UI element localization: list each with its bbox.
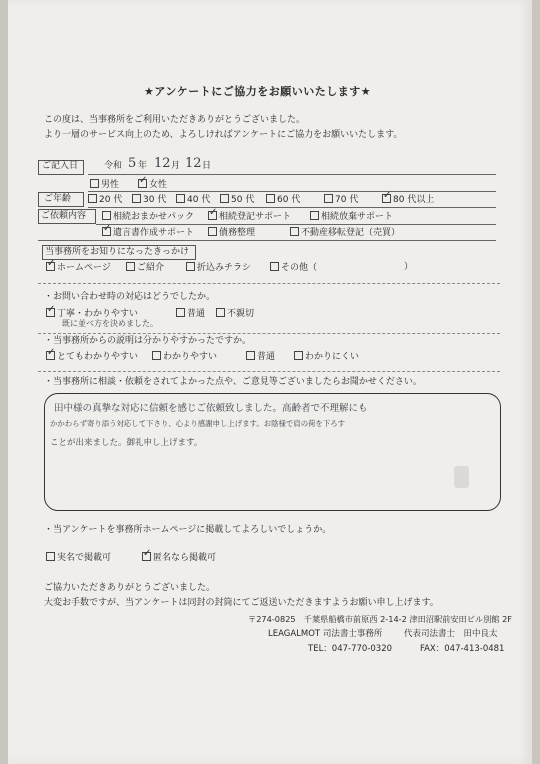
checkbox[interactable] [152,351,161,360]
page-title: ★アンケートにご協力をお願いいたします★ [144,85,372,98]
publish-real-name[interactable]: 実名で掲載可 [46,552,111,564]
q-comment-question: ・当事務所に相談・依頼をされてよかった点や、ご意見等ございましたらお聞かせください。 [44,377,422,387]
request-registration[interactable]: ✓ 相続登記サポート [208,211,291,223]
office-address: 〒274-0825 千葉県船橋市前原西 2-14-2 津田沼駅前安田ビル別館 2F [248,614,513,624]
checkbox[interactable] [290,227,299,236]
q-publish-question: ・当アンケートを事務所ホームページに掲載してよろしいでしょうか。 [44,525,332,535]
q-explain-question: ・当事務所からの説明は分かりやすかったですか。 [44,336,252,346]
q-response-question: ・お問い合わせ時の対応はどうでしたか。 [44,292,216,302]
checkbox[interactable] [126,262,135,271]
year-value: 5 [128,156,137,171]
explain-clear[interactable]: わかりやすい [152,351,217,363]
closing-line-2: 大変お手数ですが、当アンケートは同封の封筒にてご返送いただきますようお願い申し上げます。 [44,598,439,608]
divider [96,224,496,225]
intro-line-2: より一層のサービス向上のため、よろしければアンケートにご協力をお願いいたします。 [44,130,403,140]
gender-male[interactable]: 男性 [90,179,119,191]
explain-normal[interactable]: 普通 [246,351,275,363]
response-polite[interactable]: ✓丁寧・わかりやすい [46,308,138,320]
checkbox[interactable] [46,552,55,561]
age-70[interactable]: 70 代 [324,194,358,206]
source-label: 当事務所をお知りになったきっかけ [45,247,190,257]
response-normal[interactable]: 普通 [176,308,205,320]
source-referral[interactable]: ご紹介 [126,262,164,274]
checkbox[interactable] [186,262,195,271]
comment-line-2: かかわらず寄り添う対応して下さり、心より感謝申し上げます。お陰様で肩の荷を下ろす [50,419,346,428]
checkbox-checked[interactable] [46,308,55,317]
divider [88,207,496,208]
checkbox[interactable] [176,194,185,203]
checkbox[interactable] [216,308,225,317]
comment-line-1: 田中様の真摯な対応に信頼を感じご依頼致しました。高齢者で不理解にも [54,403,368,414]
age-20[interactable]: 20 代 [88,194,122,206]
checkbox-checked[interactable] [138,179,147,188]
office-name: LEAGALMOT 司法書士事務所 [268,629,383,639]
source-other-close: ） [404,262,414,272]
office-tel: TEL：047-770-0320 [308,644,393,654]
request-realestate[interactable]: 不動産移転登記（売買） [290,227,400,239]
age-30[interactable]: 30 代 [132,194,166,206]
age-label: ご年齢 [44,194,72,204]
smudge [454,466,469,488]
explain-very-clear[interactable]: ✓とてもわかりやすい [46,351,138,363]
checkbox[interactable] [132,194,141,203]
day-unit: 日 [202,161,212,171]
checkbox[interactable] [294,351,303,360]
office-fax: FAX：047-413-0481 [420,644,505,654]
request-renunciation[interactable]: 相続放棄サポート [310,211,393,223]
request-will[interactable]: ✓遺言書作成サポート [102,227,194,239]
checkbox[interactable] [324,194,333,203]
checkbox[interactable] [220,194,229,203]
response-unkind[interactable]: 不親切 [216,308,254,320]
source-other[interactable]: その他（ [270,262,317,274]
checkbox[interactable] [176,308,185,317]
year-unit: 年 [138,161,148,171]
checkbox[interactable] [88,194,97,203]
office-representative: 代表司法書士 田中良太 [404,629,498,639]
dashed-divider [38,371,500,372]
request-pack[interactable]: 相続おまかせパック [102,211,194,223]
checkbox[interactable] [90,179,99,188]
request-debt[interactable]: 債務整理 [208,227,255,239]
checkbox-checked[interactable] [382,194,391,203]
gender-female[interactable]: ✓ 女性 [138,179,167,191]
checkbox-checked[interactable] [46,262,55,271]
comment-line-3: ことが出来ました。御礼申し上げます。 [50,438,203,448]
age-60[interactable]: 60 代 [266,194,300,206]
publish-anonymous[interactable]: ✓ 匿名なら掲載可 [142,552,216,564]
closing-line-1: ご協力いただきありがとうございました。 [44,583,216,593]
era: 令和 [104,161,123,171]
age-40[interactable]: 40 代 [176,194,210,206]
explain-unclear[interactable]: わかりにくい [294,351,359,363]
divider [88,191,496,192]
age-50[interactable]: 50 代 [220,194,254,206]
source-flyer[interactable]: 折込みチラシ [186,262,251,274]
checkbox[interactable] [310,211,319,220]
checkbox-checked[interactable] [208,211,217,220]
age-80-plus[interactable]: ✓ 80 代以上 [382,194,434,206]
intro-line-1: この度は、当事務所をご利用いただきありがとうございました。 [44,115,306,125]
response-handwritten-note: 既に並べ方を決めました。 [62,319,158,328]
day-value: 12 [185,156,202,171]
month-unit: 月 [171,161,181,171]
checkbox-checked[interactable] [142,552,151,561]
divider [38,240,496,241]
divider [88,174,496,175]
dashed-divider [38,333,500,334]
dashed-divider [38,283,500,284]
source-homepage[interactable]: ✓ホームページ [46,262,111,274]
survey-sheet [8,0,532,764]
checkbox[interactable] [246,351,255,360]
checkbox[interactable] [208,227,217,236]
checkbox-checked[interactable] [102,227,111,236]
entry-date-label: ご記入日 [42,161,79,171]
request-label: ご依頼内容 [41,211,87,221]
checkbox[interactable] [102,211,111,220]
checkbox[interactable] [266,194,275,203]
month-value: 12 [154,156,171,171]
checkbox[interactable] [270,262,279,271]
checkbox-checked[interactable] [46,351,55,360]
